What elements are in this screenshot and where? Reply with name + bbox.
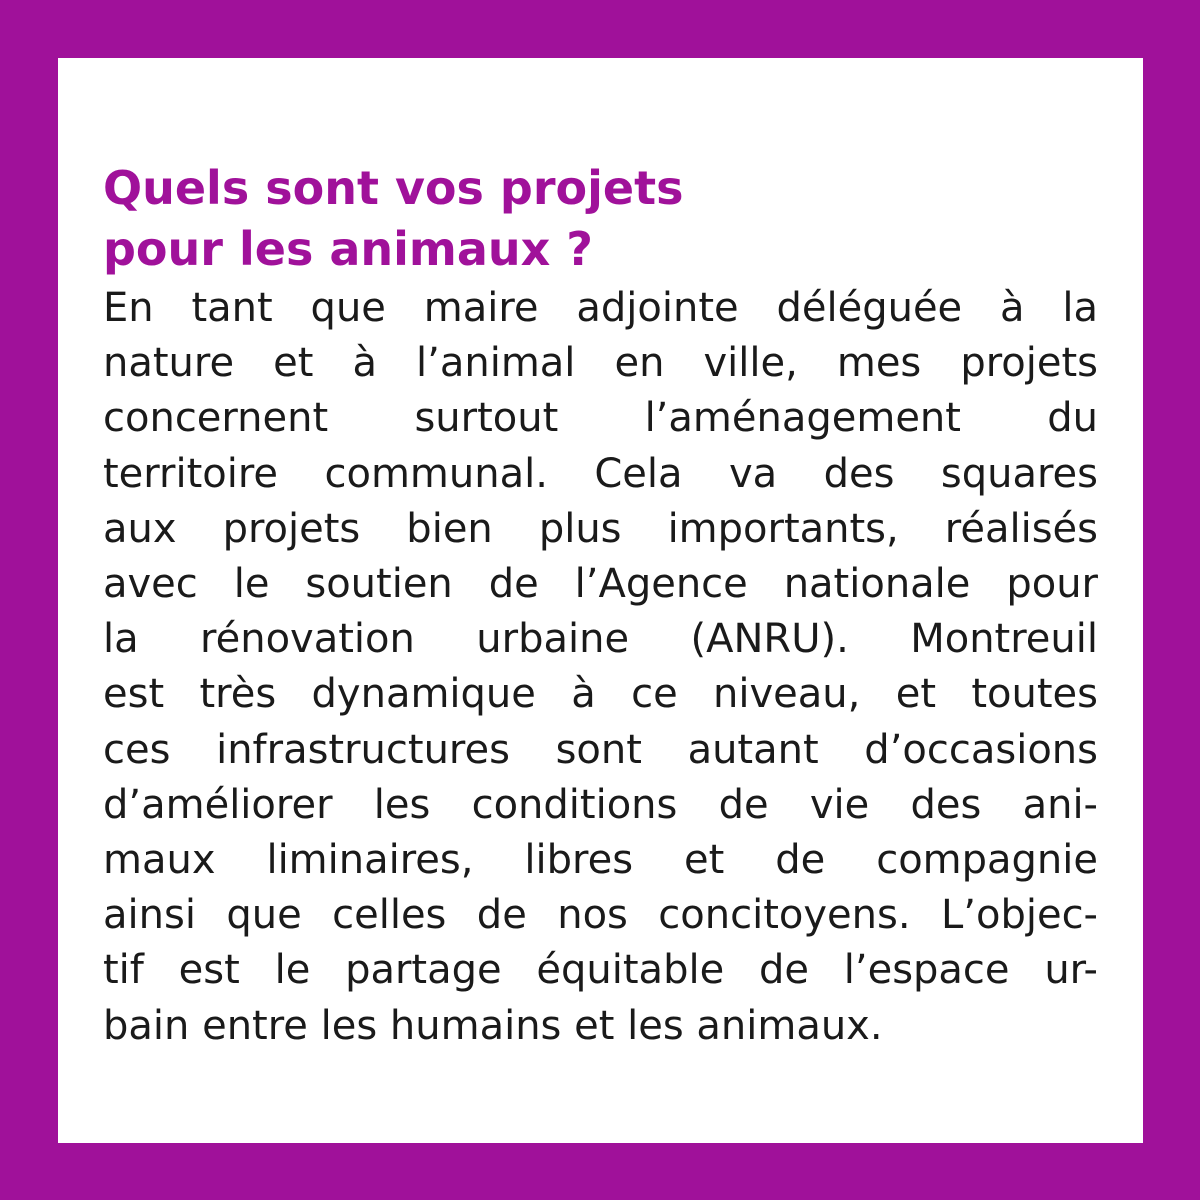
paragraph-line: concernent surtout l’aménagement du [103, 395, 1098, 442]
content-panel [58, 58, 1143, 1143]
paragraph-line: avec le soutien de l’Agence nationale pour [103, 561, 1098, 608]
heading-line-1: Quels sont vos projets [103, 161, 684, 215]
paragraph-line: territoire communal. Cela va des squares [103, 450, 1098, 497]
answer-paragraph [103, 281, 1098, 1054]
paragraph-line: maux liminaires, libres et de compagnie [103, 837, 1098, 884]
paragraph-line: d’améliorer les conditions de vie des ani- [103, 781, 1098, 828]
article [103, 158, 1098, 1054]
heading-line-2: pour les animaux ? [103, 222, 593, 276]
paragraph-line: En tant que maire adjointe déléguée à la [103, 285, 1098, 331]
paragraph-line: ainsi que celles de nos concitoyens. L’objec- [103, 892, 1098, 939]
paragraph-line: aux projets bien plus importants, réalisés [103, 505, 1098, 552]
paragraph-line: est très dynamique à ce niveau, et toutes [103, 671, 1098, 718]
paragraph-line: bain entre les humains et les animaux. [103, 1002, 883, 1049]
paragraph-line: tif est le partage équitable de l’espace ur- [103, 947, 1098, 994]
paragraph-line: nature et à l’animal en ville, mes projets [103, 340, 1098, 387]
paragraph-line: la rénovation urbaine (ANRU). Montreuil [103, 616, 1098, 663]
paragraph-line: ces infrastructures sont autant d’occasions [103, 726, 1098, 773]
question-heading [103, 158, 1098, 280]
